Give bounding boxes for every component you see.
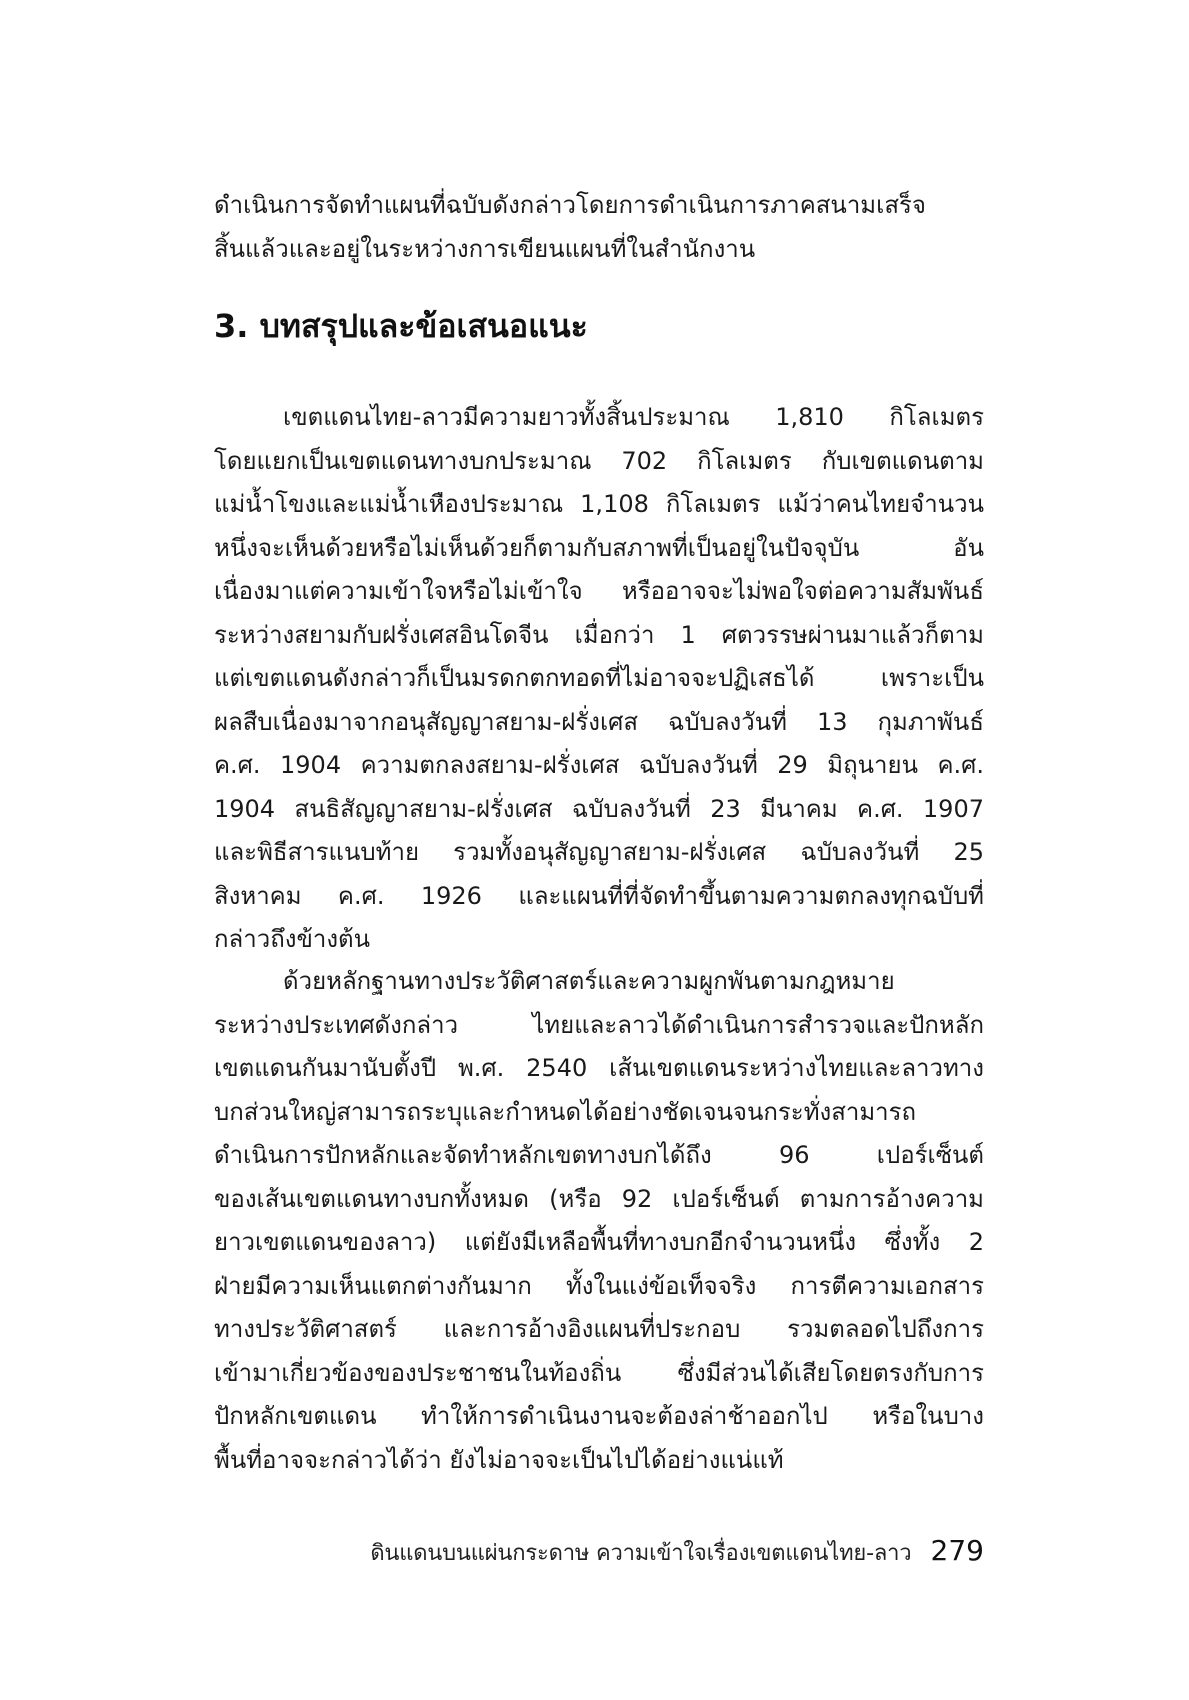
paragraph-line: โดยแยกเป็นเขตแดนทางบกประมาณ 702 กิโลเมตร กับเขตแดนตาม <box>214 446 984 475</box>
paragraph-line: ระหว่างประเทศดังกล่าว ไทยและลาวได้ดำเนินการสำรวจและปักหลัก <box>214 1010 984 1039</box>
paragraph-line: 1904 สนธิสัญญาสยาม-ฝรั่งเศส ฉบับลงวันที่ 23 มีนาคม ค.ศ. 1907 <box>214 794 984 823</box>
paragraph-line: แต่เขตแดนดังกล่าวก็เป็นมรดกตกทอดที่ไม่อาจจะปฏิเสธได้ เพราะเป็น <box>214 664 984 692</box>
paragraph-line: ยาวเขตแดนของลาว) แต่ยังมีเหลือพื้นที่ทางบกอีกจำนวนหนึ่ง ซึ่งทั้ง 2 <box>214 1228 984 1256</box>
paragraph-line: และพิธีสารแนบท้าย รวมทั้งอนุสัญญาสยาม-ฝรั่งเศส ฉบับลงวันที่ 25 <box>214 838 984 866</box>
paragraph-line: เนื่องมาแต่ความเข้าใจหรือไม่เข้าใจ หรืออาจจะไม่พอใจต่อความสัมพันธ์ <box>214 577 984 605</box>
paragraph-line: ดำเนินการปักหลักและจัดทำหลักเขตทางบกได้ถึง 96 เปอร์เซ็นต์ <box>214 1141 984 1169</box>
paragraph-line: ฝ่ายมีความเห็นแตกต่างกันมาก ทั้งในแง่ข้อเท็จจริง การตีความเอกสาร <box>214 1271 984 1300</box>
page-footer <box>214 1534 984 1570</box>
running-footer-title: ดินแดนบนแผ่นกระดาษ ความเข้าใจเรื่องเขตแดนไทย-ลาว <box>370 1541 912 1566</box>
page-number: 279 <box>930 1534 984 1567</box>
paragraph-line: หนึ่งจะเห็นด้วยหรือไม่เห็นด้วยก็ตามกับสภาพที่เป็นอยู่ในปัจจุบัน อัน <box>214 533 984 562</box>
paragraph-line: ระหว่างสยามกับฝรั่งเศสอินโดจีน เมื่อกว่า 1 ศตวรรษผ่านมาแล้วก็ตาม <box>214 620 984 649</box>
section-heading: 3. บทสรุปและข้อเสนอแนะ <box>214 307 588 345</box>
paragraph-line: ปักหลักเขตแดน ทำให้การดำเนินงานจะต้องล่าช้าออกไป หรือในบาง <box>214 1402 984 1430</box>
body-paragraph-1 <box>214 396 984 962</box>
paragraph-line: ค.ศ. 1904 ความตกลงสยาม-ฝรั่งเศส ฉบับลงวันที่ 29 มิถุนายน ค.ศ. <box>214 751 984 779</box>
body-paragraph-2 <box>214 960 984 1482</box>
paragraph-line: เขตแดนกันมานับตั้งปี พ.ศ. 2540 เส้นเขตแดนระหว่างไทยและลาวทาง <box>214 1054 984 1082</box>
paragraph-line: แม่น้ำโขงและแม่น้ำเหืองประมาณ 1,108 กิโลเมตร แม้ว่าคนไทยจำนวน <box>214 490 984 518</box>
paragraph-line: บกส่วนใหญ่สามารถระบุและกำหนดได้อย่างชัดเจนจนกระทั่งสามารถ <box>214 1097 917 1126</box>
intro-paragraph <box>214 184 984 271</box>
paragraph-line: ทางประวัติศาสตร์ และการอ้างอิงแผนที่ประกอบ รวมตลอดไปถึงการ <box>214 1315 984 1343</box>
paragraph-line: ของเส้นเขตแดนทางบกทั้งหมด (หรือ 92 เปอร์เซ็นต์ ตามการอ้างความ <box>214 1184 984 1213</box>
intro-line: ดำเนินการจัดทำแผนที่ฉบับดังกล่าวโดยการดำเนินการภาคสนามเสร็จ <box>214 191 926 219</box>
paragraph-line: กล่าวถึงข้างต้น <box>214 925 371 953</box>
paragraph-line: พื้นที่อาจจะกล่าวได้ว่า ยังไม่อาจจะเป็นไปได้อย่างแน่แท้ <box>214 1445 784 1474</box>
paragraph-line: สิงหาคม ค.ศ. 1926 และแผนที่ที่จัดทำขึ้นตามความตกลงทุกฉบับที่ <box>214 881 984 910</box>
paragraph-line: เขตแดนไทย-ลาวมีความยาวทั้งสิ้นประมาณ 1,810 กิโลเมตร <box>283 403 984 431</box>
intro-line: สิ้นแล้วและอยู่ในระหว่างการเขียนแผนที่ในสำนักงาน <box>214 234 756 263</box>
paragraph-line: ด้วยหลักฐานทางประวัติศาสตร์และความผูกพันตามกฎหมาย <box>283 967 895 995</box>
paragraph-line: เข้ามาเกี่ยวข้องของประชาชนในท้องถิ่น ซึ่งมีส่วนได้เสียโดยตรงกับการ <box>214 1358 984 1387</box>
paragraph-line: ผลสืบเนื่องมาจากอนุสัญญาสยาม-ฝรั่งเศส ฉบับลงวันที่ 13 กุมภาพันธ์ <box>214 707 984 736</box>
